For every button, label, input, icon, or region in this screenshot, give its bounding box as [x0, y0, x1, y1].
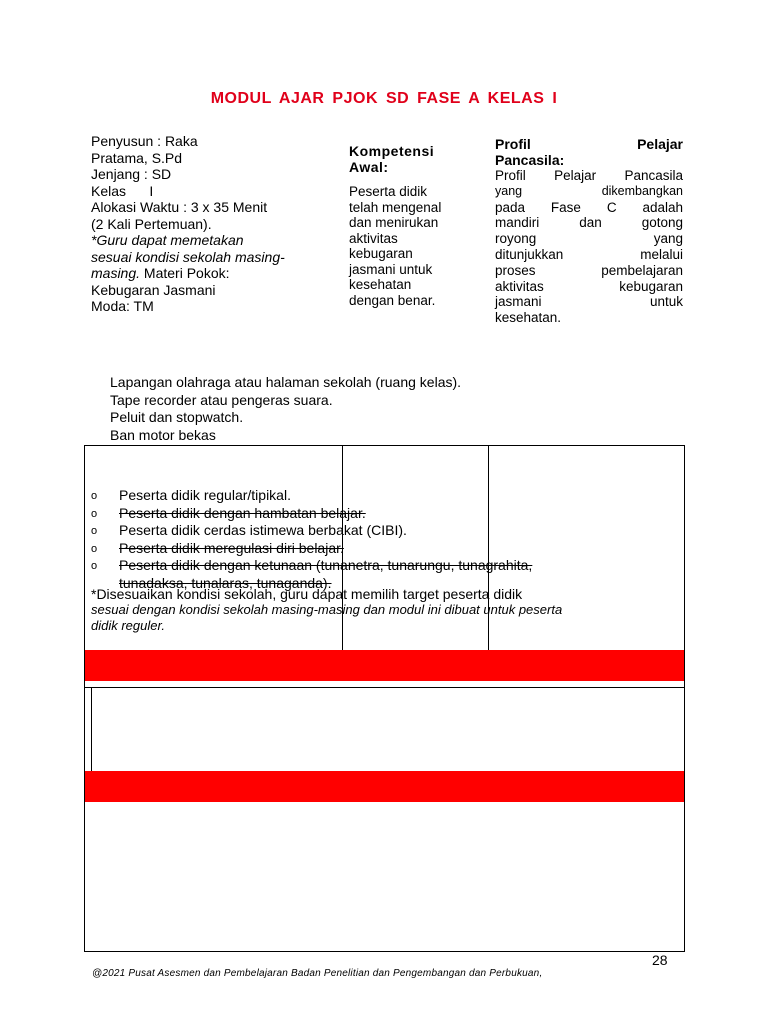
profil-line: jasmani untuk: [495, 294, 683, 310]
sarana-item: Lapangan olahraga atau halaman sekolah (ruang kelas).: [110, 374, 462, 390]
profil-heading-1: Profil Pelajar: [495, 136, 683, 152]
sarana-item: Peluit dan stopwatch.: [110, 409, 244, 425]
bullet-icon: o: [91, 490, 98, 502]
target-item: o Peserta didik dengan ketunaan (tunanetra, tunarungu, tunagrahita,: [91, 557, 685, 575]
profil-line: ditunjukkan melalui: [495, 246, 683, 262]
jenjang-line: Jenjang : SD: [91, 166, 172, 182]
profil-text: [495, 168, 683, 326]
profil-line: proses pembelajaran: [495, 262, 683, 278]
profil-line: royong yang: [495, 231, 683, 247]
sarana-item: Tape recorder atau pengeras suara.: [110, 391, 333, 408]
guru-note-line-2: sesuai kondisi sekolah masing-: [91, 248, 285, 265]
kompetensi-line: Peserta didik: [349, 184, 428, 199]
row-divider: [85, 687, 684, 688]
identity-block: [91, 133, 336, 315]
guru-note-line-3: [91, 265, 336, 282]
page-number: 28: [652, 952, 668, 968]
kompetensi-line: dan menirukan: [349, 215, 439, 230]
penyusun-line: Penyusun : Raka: [91, 133, 198, 149]
profil-line: yang dikembangkan: [495, 183, 683, 198]
bullet-icon: o: [91, 560, 98, 572]
target-item: o Peserta didik cerdas istimewa berbakat (CIBI).: [91, 522, 685, 540]
materi-label: Materi Pokok:: [140, 265, 230, 281]
kompetensi-line: aktivitas: [349, 230, 398, 246]
kompetensi-line: dengan benar.: [349, 292, 436, 308]
profil-heading-2: Pancasila:: [495, 152, 565, 168]
section-header-bar: [85, 650, 684, 681]
target-note: [91, 586, 685, 634]
target-item-continuation: tunadaksa, tunalaras, tunaganda).: [119, 574, 332, 591]
target-item: o Peserta didik regular/tipikal.: [91, 487, 685, 505]
target-note-line: sesuai dengan kondisi sekolah masing-masing dan modul ini dibuat untuk peserta: [91, 602, 563, 617]
target-note-line: didik reguler.: [91, 618, 165, 633]
kompetensi-line: telah mengenal: [349, 199, 442, 215]
footer-text: @2021 Pusat Asesmen dan Pembelajaran Badan Penelitian dan Pengembangan dan Perbukuan,: [92, 968, 543, 979]
profil-line: mandiri dan gotong: [495, 215, 683, 231]
profil-block: [495, 136, 683, 326]
sarana-list: [110, 374, 461, 444]
kompetensi-line: kesehatan: [349, 277, 412, 292]
target-list: [91, 487, 685, 592]
section-header-bar: [85, 771, 684, 802]
profil-line: aktivitas kebugaran: [495, 278, 683, 294]
bullet-icon: o: [91, 542, 98, 555]
bullet-icon: o: [91, 507, 98, 520]
kelas-line: Kelas I: [91, 182, 154, 199]
guru-note-line-1: *Guru dapat memetakan: [91, 232, 244, 248]
target-item: o Peserta didik dengan hambatan belajar.: [91, 505, 685, 523]
target-item: o Peserta didik meregulasi diri belajar.: [91, 540, 685, 558]
kompetensi-heading-1: Kompetensi: [349, 143, 435, 159]
profil-line: pada Fase C adalah: [495, 199, 683, 215]
sarana-item: Ban motor bekas: [110, 426, 216, 443]
inner-border: [91, 687, 92, 771]
profil-line: Profil Pelajar Pancasila: [495, 168, 683, 183]
materi-value: Kebugaran Jasmani: [91, 281, 216, 298]
kompetensi-line: kebugaran: [349, 246, 413, 261]
target-note-line: *Disesuaikan kondisi sekolah, guru dapat memilih target peserta didik: [91, 586, 523, 602]
penyusun-name: Pratama, S.Pd: [91, 149, 183, 166]
guru-note-masing: masing.: [91, 265, 141, 281]
alokasi-line: Alokasi Waktu : 3 x 35 Menit: [91, 199, 268, 215]
kompetensi-line: jasmani untuk: [349, 261, 433, 277]
kompetensi-heading-2: Awal:: [349, 159, 389, 175]
pertemuan-line: (2 Kali Pertemuan).: [91, 215, 212, 232]
kompetensi-block: [349, 143, 477, 308]
page-title: MODUL AJAR PJOK SD FASE A KELAS I: [210, 90, 558, 107]
moda-line: Moda: TM: [91, 298, 154, 314]
bullet-icon: o: [91, 525, 98, 537]
profil-line: kesehatan.: [495, 310, 562, 326]
kompetensi-text: [349, 184, 477, 308]
